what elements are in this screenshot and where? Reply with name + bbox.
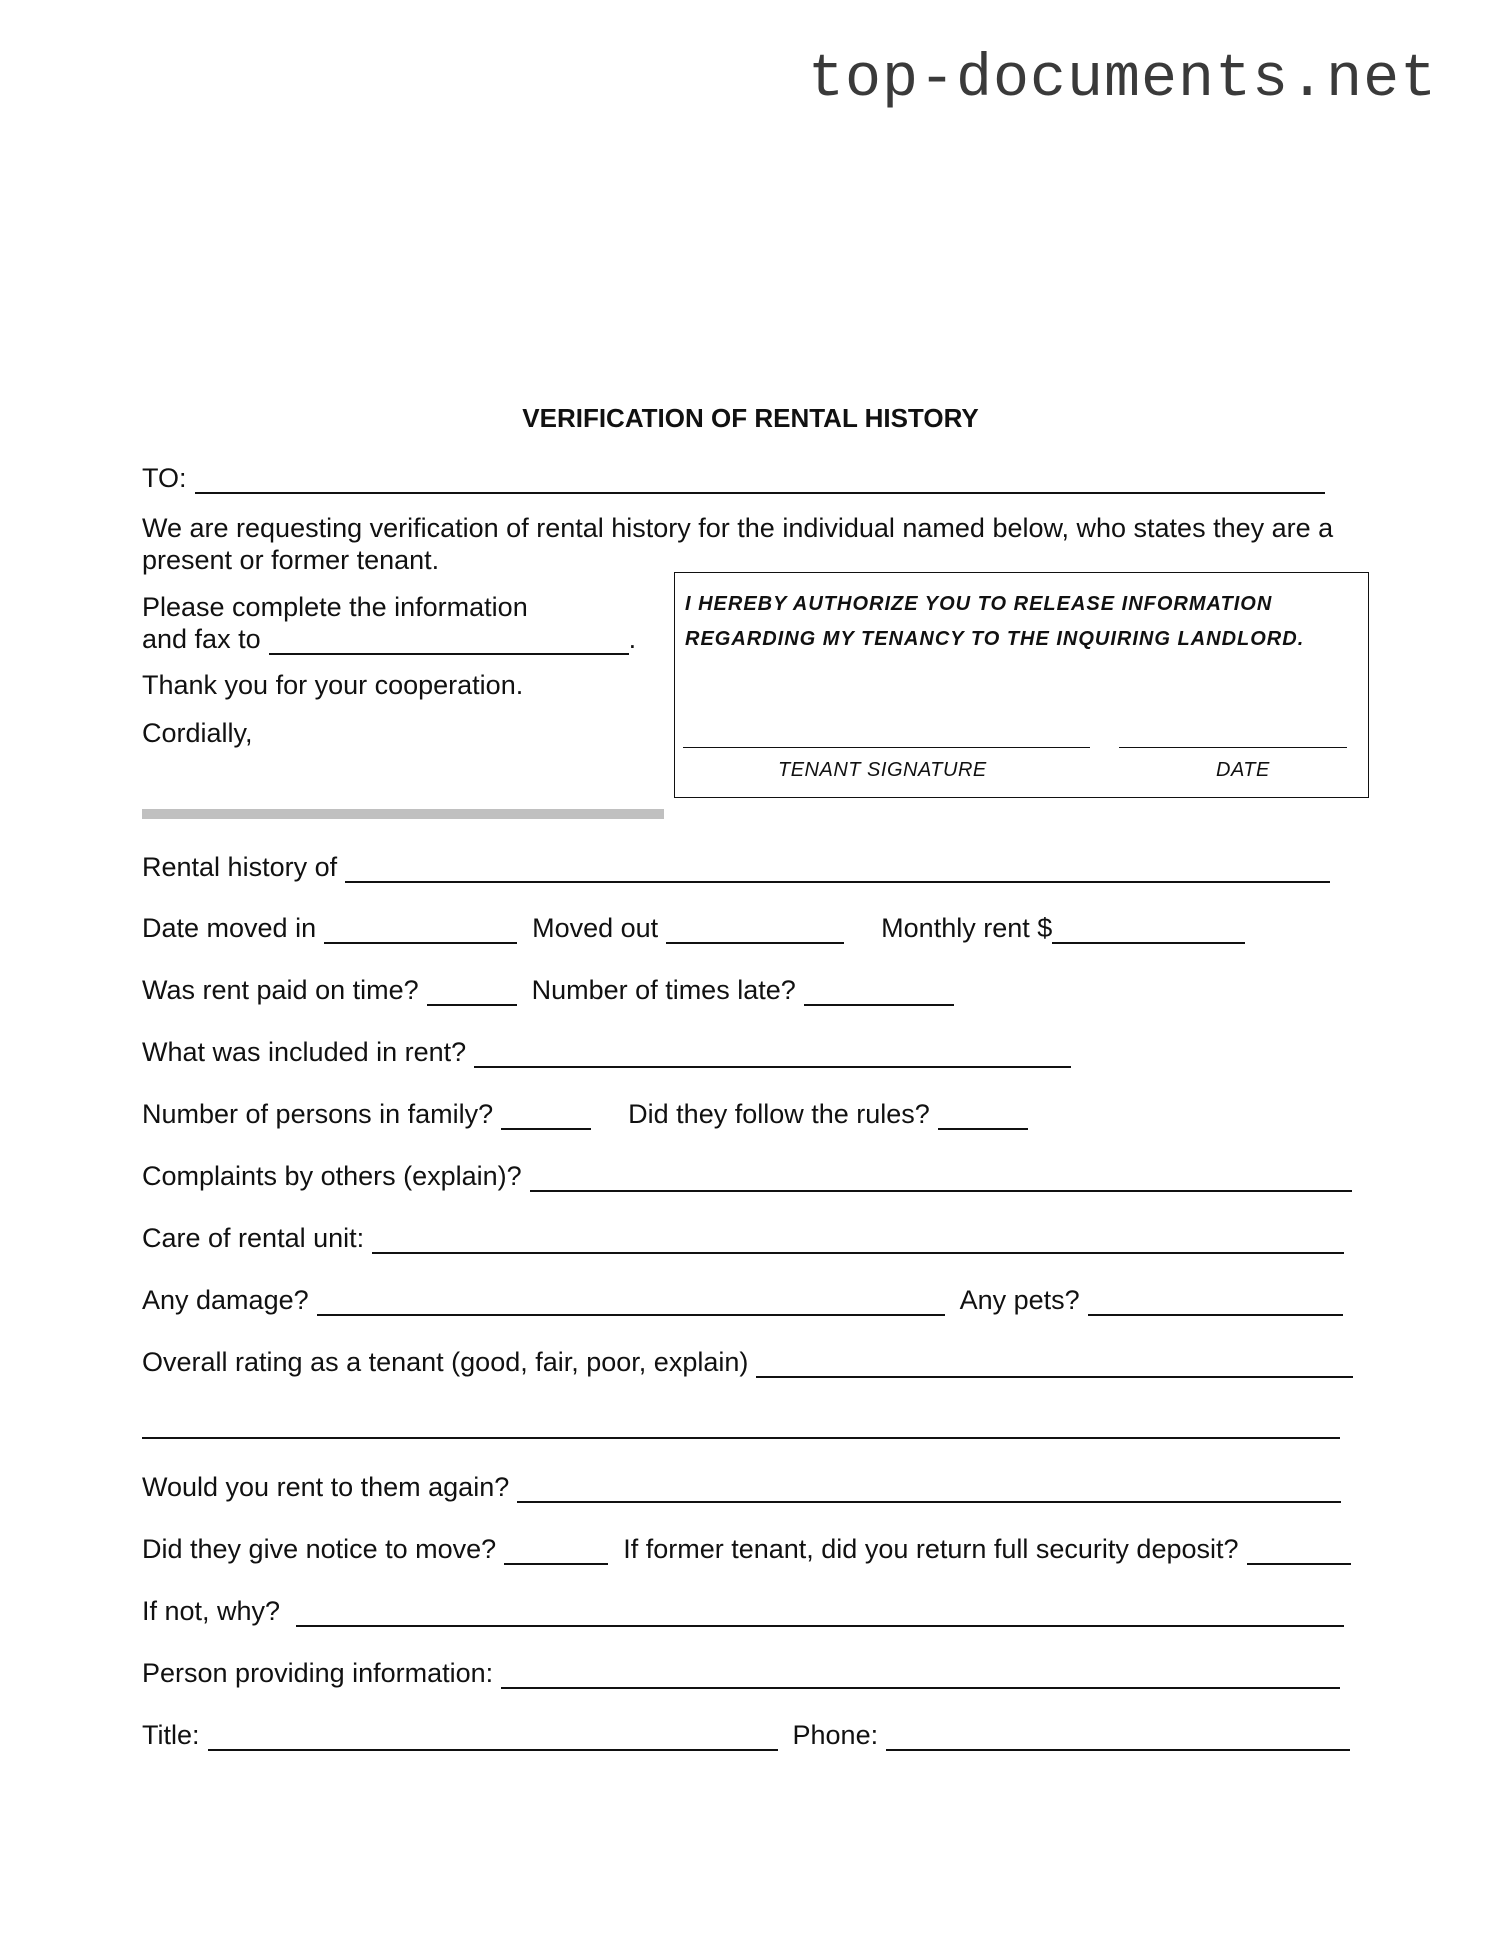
rent-on-time-field[interactable]	[427, 978, 517, 1006]
overall-rating-label: Overall rating as a tenant (good, fair, poor, explain)	[142, 1347, 749, 1377]
follow-rules-label: Did they follow the rules?	[628, 1099, 930, 1129]
complaints-row	[142, 1161, 1352, 1192]
if-not-why-row	[142, 1596, 1344, 1627]
complaints-label: Complaints by others (explain)?	[142, 1161, 522, 1191]
persons-in-family-field[interactable]	[501, 1102, 591, 1130]
give-notice-field[interactable]	[504, 1537, 608, 1565]
rent-again-label: Would you rent to them again?	[142, 1472, 510, 1502]
notice-deposit-row	[142, 1534, 1351, 1565]
persons-in-family-label: Number of persons in family?	[142, 1099, 494, 1129]
intro-text: We are requesting verification of rental history for the individual named below, who states they are a present or former tenant.	[142, 513, 1334, 575]
monthly-rent-field[interactable]	[1052, 916, 1245, 944]
divider-bar	[142, 809, 664, 819]
overall-rating-field[interactable]	[756, 1350, 1353, 1378]
care-of-unit-label: Care of rental unit:	[142, 1223, 365, 1253]
included-in-rent-label: What was included in rent?	[142, 1037, 467, 1067]
phone-label: Phone:	[792, 1720, 879, 1750]
dates-row	[142, 913, 1245, 944]
rental-history-row	[142, 852, 1330, 883]
monthly-rent-label: Monthly rent $	[881, 913, 1053, 943]
any-pets-label: Any pets?	[959, 1285, 1080, 1315]
included-in-rent-row	[142, 1037, 1071, 1068]
any-damage-label: Any damage?	[142, 1285, 309, 1315]
person-providing-label: Person providing information:	[142, 1658, 494, 1688]
fax-label: and fax to	[142, 624, 261, 654]
thanks-row	[142, 670, 523, 701]
rental-history-label: Rental history of	[142, 852, 338, 882]
authorization-text	[685, 587, 1304, 657]
tenant-signature-field[interactable]	[683, 747, 1090, 748]
authorization-line-2: REGARDING MY TENANCY TO THE INQUIRING LANDLORD.	[685, 628, 1305, 650]
to-label: TO:	[142, 463, 187, 493]
complaints-field[interactable]	[530, 1164, 1352, 1192]
cordially-row	[142, 718, 253, 749]
follow-rules-field[interactable]	[938, 1102, 1028, 1130]
title-phone-row	[142, 1720, 1350, 1751]
rental-history-field[interactable]	[345, 855, 1330, 883]
to-field[interactable]	[195, 466, 1325, 494]
date-label: DATE	[1216, 759, 1270, 781]
return-deposit-label: If former tenant, did you return full security deposit?	[623, 1534, 1239, 1564]
overall-rating-continuation-row	[142, 1411, 1340, 1439]
any-pets-field[interactable]	[1088, 1288, 1343, 1316]
title-field[interactable]	[208, 1723, 778, 1751]
overall-rating-row	[142, 1347, 1353, 1378]
moved-out-label: Moved out	[532, 913, 659, 943]
give-notice-label: Did they give notice to move?	[142, 1534, 497, 1564]
authorization-box	[674, 572, 1369, 798]
rent-again-field[interactable]	[517, 1475, 1341, 1503]
person-providing-row	[142, 1658, 1340, 1689]
date-field[interactable]	[1119, 747, 1347, 748]
moved-out-field[interactable]	[666, 916, 844, 944]
fax-number-field[interactable]	[269, 627, 629, 655]
tenant-signature-label: TENANT SIGNATURE	[778, 759, 987, 781]
overall-rating-continuation-field[interactable]	[142, 1411, 1340, 1439]
rent-on-time-row	[142, 975, 954, 1006]
if-not-why-field[interactable]	[296, 1599, 1344, 1627]
any-damage-field[interactable]	[317, 1288, 945, 1316]
care-of-unit-field[interactable]	[372, 1226, 1344, 1254]
times-late-field[interactable]	[804, 978, 954, 1006]
cordially-text: Cordially,	[142, 718, 253, 748]
complete-text: Please complete the information	[142, 592, 528, 622]
complete-line-1	[142, 592, 528, 623]
rent-on-time-label: Was rent paid on time?	[142, 975, 419, 1005]
care-of-unit-row	[142, 1223, 1344, 1254]
page-title: VERIFICATION OF RENTAL HISTORY	[522, 403, 979, 433]
date-moved-in-field[interactable]	[324, 916, 517, 944]
included-in-rent-field[interactable]	[474, 1040, 1071, 1068]
to-row	[142, 463, 1325, 494]
watermark: top-documents.net	[808, 46, 1438, 114]
date-moved-in-label: Date moved in	[142, 913, 317, 943]
person-providing-field[interactable]	[501, 1661, 1340, 1689]
phone-field[interactable]	[886, 1723, 1350, 1751]
return-deposit-field[interactable]	[1247, 1537, 1351, 1565]
thanks-text: Thank you for your cooperation.	[142, 670, 524, 700]
title-label: Title:	[142, 1720, 200, 1750]
damage-pets-row	[142, 1285, 1343, 1316]
authorization-line-1: I HEREBY AUTHORIZE YOU TO RELEASE INFORMATION	[685, 593, 1273, 615]
period: .	[628, 624, 637, 654]
fax-row	[142, 624, 636, 655]
if-not-why-label: If not, why?	[142, 1596, 281, 1626]
family-rules-row	[142, 1099, 1028, 1130]
rent-again-row	[142, 1472, 1341, 1503]
times-late-label: Number of times late?	[531, 975, 796, 1005]
